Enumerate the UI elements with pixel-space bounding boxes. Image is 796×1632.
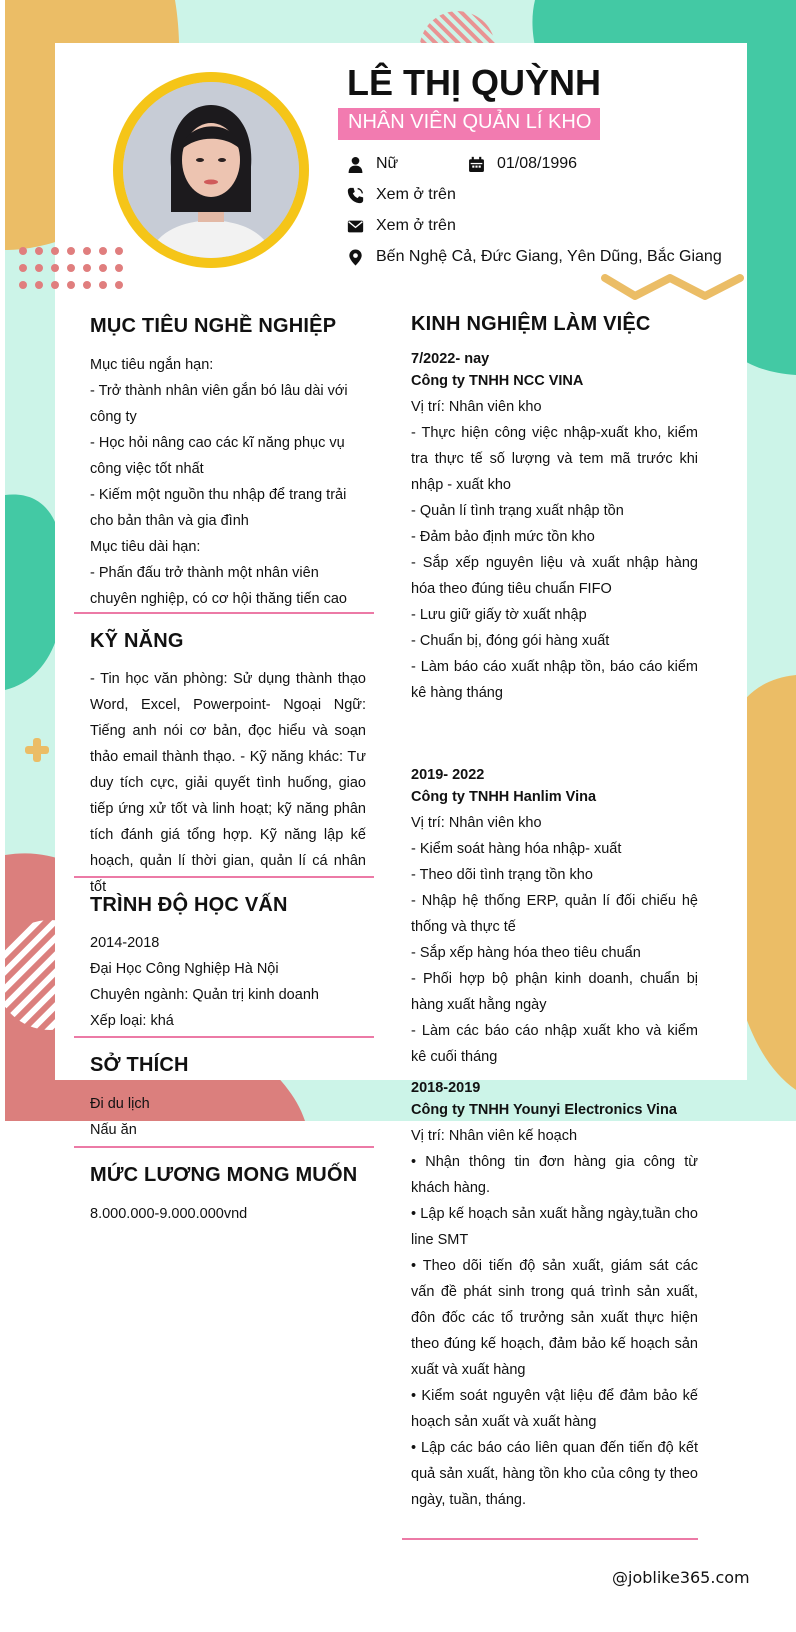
job-detail-line: • Lập kế hoạch sản xuất hằng ngày,tuần cho line SMT xyxy=(411,1206,698,1248)
education-line: 2014-2018 xyxy=(90,935,160,951)
section-divider xyxy=(74,1146,374,1148)
section-divider xyxy=(74,1036,374,1038)
job-detail-line: Vị trí: Nhân viên kho xyxy=(411,399,542,415)
education-body xyxy=(90,930,366,1034)
job-detail-line: - Theo dõi tình trạng tồn kho xyxy=(411,867,593,883)
job-detail-line: - Chuẩn bị, đóng gói hàng xuất xyxy=(411,633,610,649)
job-company: Công ty TNHH NCC VINA xyxy=(411,373,584,389)
job-date: 2019- 2022 xyxy=(411,767,485,783)
profile-photo xyxy=(113,72,309,268)
hobbies-body xyxy=(90,1091,366,1143)
job-detail-line: - Kiểm soát hàng hóa nhập- xuất xyxy=(411,841,622,857)
job-3-details xyxy=(411,1123,698,1513)
job-2-details xyxy=(411,810,698,1070)
job-date: 2018-2019 xyxy=(411,1080,481,1096)
candidate-name: LÊ THỊ QUỲNH xyxy=(347,62,602,103)
experience-title: KINH NGHIỆM LÀM VIỆC xyxy=(411,313,651,335)
job-detail-line: Vị trí: Nhân viên kế hoạch xyxy=(411,1128,578,1144)
objective-line: Mục tiêu dài hạn: xyxy=(90,539,201,555)
job-detail-line: - Sắp xếp nguyên liệu và xuất nhập hàng hóa theo đúng tiêu chuẩn FIFO xyxy=(411,555,698,597)
job-title: NHÂN VIÊN QUẢN LÍ KHO xyxy=(348,111,592,133)
avatar xyxy=(113,72,309,268)
phone-row xyxy=(347,182,456,208)
objective-line: - Kiếm một nguồn thu nhập để trang trải cho bản thân và gia đình xyxy=(90,487,347,529)
birthdate-value: 01/08/1996 xyxy=(497,155,578,172)
email-row xyxy=(347,213,456,239)
education-line: Xếp loại: khá xyxy=(90,1013,174,1029)
gender-value: Nữ xyxy=(376,155,399,172)
job-detail-line: - Nhập hệ thống ERP, quản lí đối chiếu hệ thống và thực tế xyxy=(411,893,698,935)
hobby-item: Đi du lịch xyxy=(90,1096,150,1112)
calendar-icon xyxy=(468,156,485,173)
job-detail-line: • Kiểm soát nguyên vật liệu để đảm bảo kế hoạch sản xuất và xuất hàng xyxy=(411,1388,698,1430)
job-date: 7/2022- nay xyxy=(411,351,490,367)
address-row xyxy=(347,244,722,270)
job-1-header xyxy=(411,348,698,392)
section-divider xyxy=(402,1538,698,1540)
email-value: Xem ở trên xyxy=(376,217,456,234)
job-detail-line: - Làm các báo cáo nhập xuất kho và kiểm kê cuối tháng xyxy=(411,1023,698,1065)
job-company: Công ty TNHH Younyi Electronics Vina xyxy=(411,1102,677,1118)
job-detail-line: • Nhận thông tin đơn hàng gia công từ khách hàng. xyxy=(411,1154,698,1196)
phone-value: Xem ở trên xyxy=(376,186,456,203)
objective-line: - Học hỏi nâng cao các kĩ năng phục vụ công việc tốt nhất xyxy=(90,435,345,477)
address-value: Bến Nghệ Cả, Đức Giang, Yên Dũng, Bắc Giang xyxy=(376,248,722,265)
job-detail-line: Vị trí: Nhân viên kho xyxy=(411,815,542,831)
salary-title: MỨC LƯƠNG MONG MUỐN xyxy=(90,1164,358,1186)
salary-value: 8.000.000-9.000.000vnd xyxy=(90,1206,248,1222)
skills-title: KỸ NĂNG xyxy=(90,630,184,652)
job-detail-line: - Sắp xếp hàng hóa theo tiêu chuẩn xyxy=(411,945,641,961)
objective-title: MỤC TIÊU NGHỀ NGHIỆP xyxy=(90,315,337,337)
skills-body: - Tin học văn phòng: Sử dụng thành thạo Word, Excel, Powerpoint- Ngoại Ngữ: Tiếng anh nói cơ bản, đọc hiểu và soạn thảo email thành thạo. - Kỹ năng khác: Tư duy tích cực, giải quyết tình huống, giao tiếp ứng xử tốt và linh hoạt; kỹ năng phân tích đánh giá tổng hợp. Kỹ năng lập kế hoạch, quản lí thời gian, quản lí cá nhân tốt xyxy=(90,671,366,895)
job-detail-line: - Phối hợp bộ phận kinh doanh, chuẩn bị hàng xuất hằng ngày xyxy=(411,971,698,1013)
watermark: @joblike365.com xyxy=(612,1568,750,1587)
section-divider xyxy=(74,612,374,614)
zigzag-decoration xyxy=(600,272,750,304)
job-detail-line: - Lưu giữ giấy tờ xuất nhập xyxy=(411,607,587,623)
envelope-icon xyxy=(347,218,364,235)
location-pin-icon xyxy=(347,249,364,266)
hobbies-title: SỞ THÍCH xyxy=(90,1054,189,1076)
objective-body xyxy=(90,352,366,612)
education-line: Đại Học Công Nghiệp Hà Nội xyxy=(90,961,279,977)
phone-icon xyxy=(347,187,364,204)
hobby-item: Nấu ăn xyxy=(90,1122,137,1138)
job-detail-line: • Theo dõi tiến độ sản xuất, giám sát các vấn đề phát sinh trong quá trình sản xuất, đôn đốc các tổ trưởng sản xuất thực hiện theo đúng kế hoạch, đảm bảo kế hoạch sản xuất và xuất hàng xyxy=(411,1258,698,1378)
objective-line: - Phấn đấu trở thành một nhân viên chuyên nghiệp, có cơ hội thăng tiến cao xyxy=(90,565,347,607)
education-line: Chuyên ngành: Quản trị kinh doanh xyxy=(90,987,319,1003)
objective-line: Mục tiêu ngắn hạn: xyxy=(90,357,214,373)
job-detail-line: - Làm báo cáo xuất nhập tồn, báo cáo kiểm kê hàng tháng xyxy=(411,659,698,701)
job-detail-line: - Đảm bảo định mức tồn kho xyxy=(411,529,595,545)
job-detail-line: • Lập các báo cáo liên quan đến tiến độ kết quả sản xuất, hàng tồn kho của công ty theo ngày, tuần, tháng. xyxy=(411,1440,698,1508)
job-detail-line: - Thực hiện công việc nhập-xuất kho, kiểm tra thực tế số lượng và tem mã trước khi nhập - xuất kho xyxy=(411,425,698,493)
section-divider xyxy=(74,876,374,878)
job-detail-line: - Quản lí tình trạng xuất nhập tồn xyxy=(411,503,624,519)
job-company: Công ty TNHH Hanlim Vina xyxy=(411,789,597,805)
objective-line: - Trở thành nhân viên gắn bó lâu dài với công ty xyxy=(90,383,348,425)
job-1-details xyxy=(411,394,698,706)
birthdate-row xyxy=(468,151,577,177)
education-title: TRÌNH ĐỘ HỌC VẤN xyxy=(90,894,288,916)
person-icon xyxy=(347,156,364,173)
job-3-header xyxy=(411,1077,698,1121)
job-2-header xyxy=(411,764,698,808)
gender-row xyxy=(347,151,398,177)
